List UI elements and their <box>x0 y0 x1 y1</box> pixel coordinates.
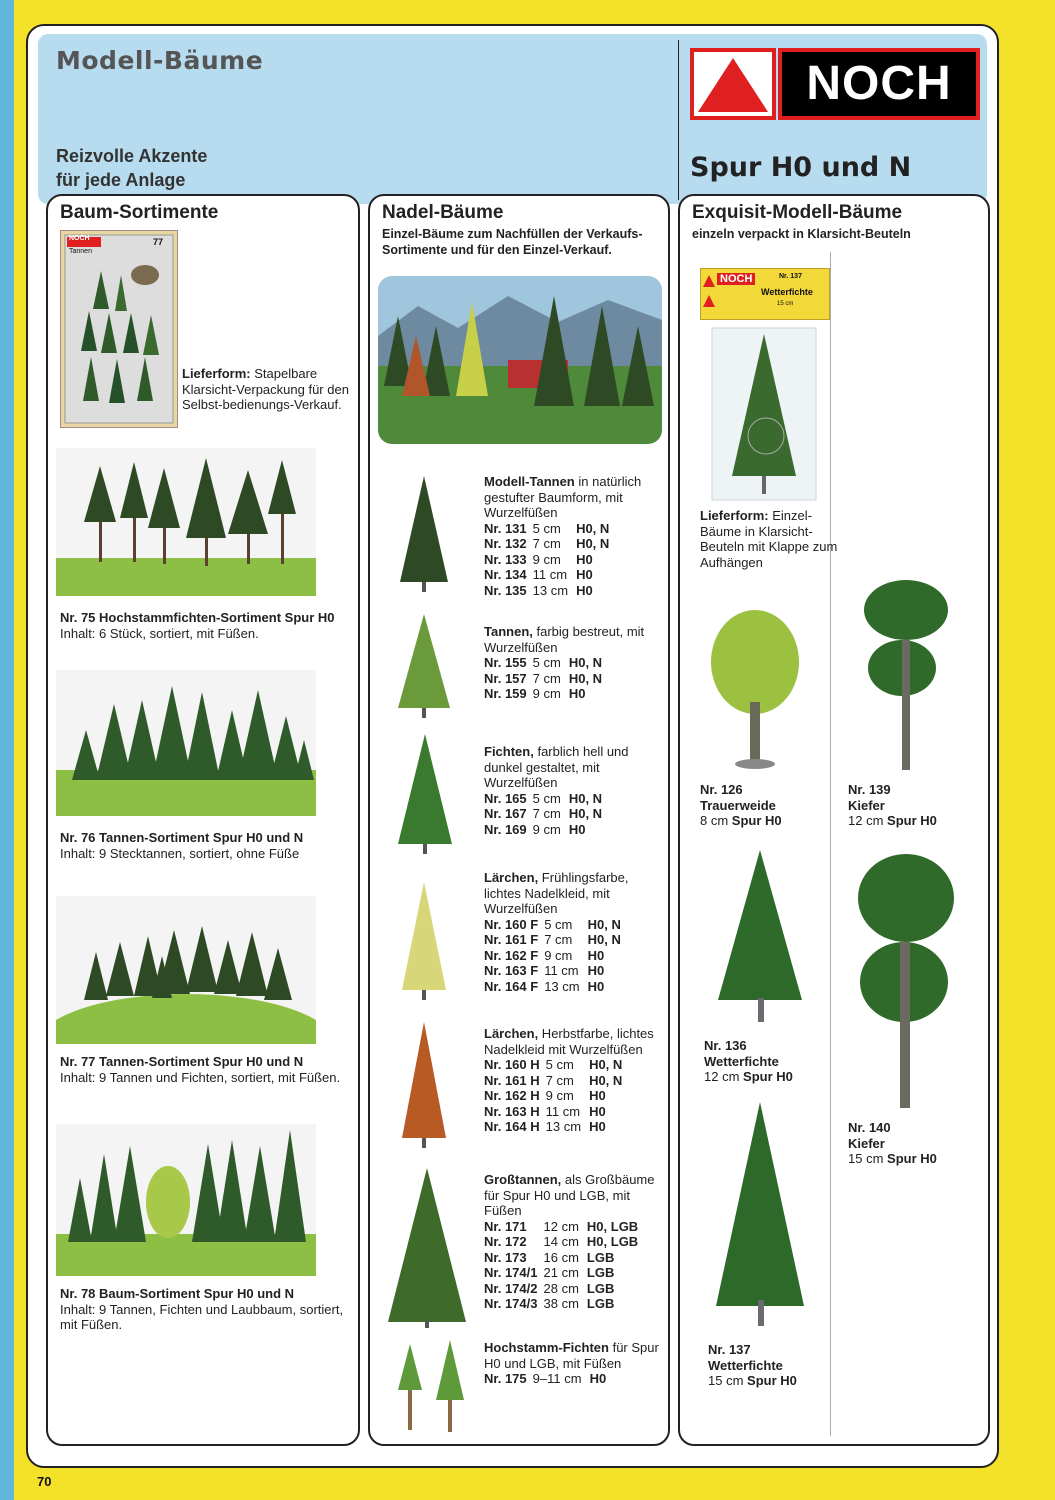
package-brand: NOCH <box>717 273 755 285</box>
package-brand: NOCH <box>69 235 90 242</box>
laerche-fruehling-icon <box>396 880 452 1000</box>
laerche-herbst-icon <box>396 1020 452 1148</box>
table-row: Nr. 174/2 28 cm LGB <box>484 1280 615 1296</box>
table-row: Nr. 164 F 13 cm H0 <box>484 978 605 994</box>
tree-set-photo-76 <box>56 670 316 816</box>
modell-tanne-icon <box>384 474 464 594</box>
product-table <box>484 1219 646 1312</box>
table-row: Nr. 172 14 cm H0, LGB <box>484 1234 639 1249</box>
column-exquisit-modell-baeume <box>678 194 990 1446</box>
table-row: Nr. 175 9–11 cm H0 <box>484 1371 607 1386</box>
tree-126: Nr. 126 Trauerweide 8 cm Spur H0 <box>700 782 782 828</box>
product-table <box>484 655 610 702</box>
fichte-icon <box>392 732 458 856</box>
column-title: Exquisit-Modell-Bäume <box>692 202 903 223</box>
triangle-icon <box>703 273 715 315</box>
trauerweide-illustration <box>700 602 810 774</box>
item-78: Nr. 78 Baum-Sortiment Spur H0 und N Inhalt: 9 Tannen, Fichten und Laubbaum, sortiert, mit Füßen. <box>60 1286 344 1332</box>
package-number: Nr. 137 <box>779 273 802 280</box>
page-header <box>38 34 987 204</box>
triangle-icon <box>690 48 776 120</box>
product-table <box>484 917 629 995</box>
table-row: Nr. 134 11 cm H0 <box>484 567 593 582</box>
grosstanne-icon <box>382 1166 472 1330</box>
kiefer-140-illustration <box>840 842 970 1116</box>
column-subtitle: Einzel-Bäume zum Nachfüllen der Verkaufs-Sortimente und für den Einzel-Verkauf. <box>382 227 643 257</box>
product-table <box>484 1371 614 1387</box>
logo-text: NOCH <box>782 52 976 116</box>
noch-logo <box>690 48 980 120</box>
product-table <box>484 521 617 599</box>
package-size: 15 cm <box>777 301 794 307</box>
table-row: Nr. 132 7 cm H0, N <box>484 536 610 551</box>
table-row: Nr. 157 7 cm H0, N <box>484 670 603 686</box>
table-row: Nr. 164 H 13 cm H0 <box>484 1119 606 1134</box>
spur-heading: Spur H0 und N <box>690 152 912 183</box>
group-laerchen-herbst: Lärchen, Herbstfarbe, lichtes Nadelkleid mit Wurzelfüßen Nr. 160 H 5 cm H0, N Nr. 161 H 7 cm H0, N Nr. 162 H 9 cm H0 Nr. 163 H 11 cm H0 Nr. 164 H 13 cm H0 <box>484 1026 654 1134</box>
group-fichten: Fichten, farblich hell und dunkel gestaltet, mit Wurzelfüßen Nr. 165 5 cm H0, N Nr. 167 7 cm H0, N Nr. 169 9 cm H0 <box>484 744 629 837</box>
table-row: Nr. 133 9 cm H0 <box>484 551 593 567</box>
group-tannen: Tannen, farbig bestreut, mit Wurzelfüßen Nr. 155 5 cm H0, N Nr. 157 7 cm H0, N Nr. 159 9 cm H0 <box>484 624 645 701</box>
group-grosstannen: Großtannen, als Großbäume für Spur H0 und LGB, mit Füßen Nr. 171 12 cm H0, LGB Nr. 172 14 cm H0, LGB Nr. 173 16 cm LGB Nr. 174/1 21 cm LGB Nr. 174/2 28 cm LGB Nr. 174/3 38 cm LGB <box>484 1172 655 1311</box>
catalog-page <box>26 24 999 1468</box>
product-table <box>484 791 610 838</box>
wetterfichte-137-illustration <box>700 1100 820 1332</box>
table-row: Nr. 161 F 7 cm H0, N <box>484 932 621 947</box>
package-name: Wetterfichte <box>761 287 813 297</box>
header-divider <box>678 40 679 200</box>
table-row: Nr. 135 13 cm H0 <box>484 582 593 598</box>
tree-137: Nr. 137 Wetterfichte 15 cm Spur H0 <box>708 1342 797 1388</box>
page-title: Modell-Bäume <box>56 46 264 75</box>
table-row: Nr. 167 7 cm H0, N <box>484 806 603 821</box>
column-baum-sortimente <box>46 194 360 1446</box>
item-76: Nr. 76 Tannen-Sortiment Spur H0 und N Inhalt: 9 Stecktannen, sortiert, ohne Füße <box>60 830 304 861</box>
group-laerchen-fruehling: Lärchen, Frühlingsfarbe, lichtes Nadelkleid, mit Wurzelfüßen Nr. 160 F 5 cm H0, N Nr. 161 F 7 cm H0, N Nr. 162 F 9 cm H0 Nr. 163 F 11 cm H0 Nr. 164 F 13 cm H0 <box>484 870 629 994</box>
tree-set-photo-78 <box>56 1124 316 1276</box>
table-row: Nr. 163 F 11 cm H0 <box>484 963 605 978</box>
table-row: Nr. 174/1 21 cm LGB <box>484 1265 615 1280</box>
table-row: Nr. 161 H 7 cm H0, N <box>484 1072 623 1088</box>
page-subtitle: Reizvolle Akzente für jede Anlage <box>56 146 208 190</box>
table-row: Nr. 159 9 cm H0 <box>484 686 586 701</box>
bagged-tree-illustration <box>706 326 822 502</box>
wetterfichte-136-illustration <box>706 848 816 1028</box>
tree-set-photo-75 <box>56 448 316 596</box>
page-number: 70 <box>37 1474 52 1489</box>
table-row: Nr. 160 H 5 cm H0, N <box>484 1057 623 1072</box>
page-edge-stripe <box>0 0 14 1500</box>
lieferform-text: Lieferform: Stapelbare Klarsicht-Verpackung für den Selbst-bedienungs-Verkauf. <box>182 366 349 412</box>
table-row: Nr. 171 12 cm H0, LGB <box>484 1218 639 1234</box>
column-subtitle: einzeln verpackt in Klarsicht-Beuteln <box>692 227 911 241</box>
tanne-icon <box>388 612 460 720</box>
package-label: Tannen <box>69 248 92 255</box>
table-row: Nr. 163 H 11 cm H0 <box>484 1103 606 1119</box>
product-table <box>484 1057 630 1135</box>
table-row: Nr. 162 H 9 cm H0 <box>484 1088 606 1103</box>
table-row: Nr. 174/3 38 cm LGB <box>484 1296 615 1311</box>
logo-triangle-box <box>690 48 776 120</box>
table-row: Nr. 169 9 cm H0 <box>484 821 586 837</box>
table-row: Nr. 162 F 9 cm H0 <box>484 947 605 963</box>
group-modell-tannen: Modell-Tannen in natürlich gestufter Baumform, mit Wurzelfüßen Nr. 131 5 cm H0, N Nr. 132 7 cm H0, N Nr. 133 9 cm H0 Nr. 134 11 cm H0 Nr. 135 13 cm H0 <box>484 474 642 598</box>
package-photo <box>60 230 178 428</box>
landscape-photo <box>378 276 662 444</box>
table-row: Nr. 160 F 5 cm H0, N <box>484 916 621 932</box>
column-title: Nadel-Bäume <box>382 202 504 223</box>
tree-140: Nr. 140 Kiefer 15 cm Spur H0 <box>848 1120 937 1166</box>
item-75: Nr. 75 Hochstammfichten-Sortiment Spur H0 Inhalt: 6 Stück, sortiert, mit Füßen. <box>60 610 335 641</box>
group-hochstamm-fichten: Hochstamm-Fichten für Spur H0 und LGB, mit Füßen Nr. 175 9–11 cm H0 <box>484 1340 659 1386</box>
column-title: Baum-Sortimente <box>60 202 219 223</box>
item-77: Nr. 77 Tannen-Sortiment Spur H0 und N Inhalt: 9 Tannen und Fichten, sortiert, mit Füßen. <box>60 1054 341 1085</box>
tree-139: Nr. 139 Kiefer 12 cm Spur H0 <box>848 782 937 828</box>
tree-136: Nr. 136 Wetterfichte 12 cm Spur H0 <box>704 1038 793 1084</box>
kiefer-139-illustration <box>846 570 966 780</box>
tree-set-photo-77 <box>56 896 316 1044</box>
column-divider <box>830 252 831 1436</box>
column-nadel-baeume <box>368 194 670 1446</box>
table-row: Nr. 173 16 cm LGB <box>484 1249 615 1265</box>
table-row: Nr. 131 5 cm H0, N <box>484 520 610 536</box>
table-row: Nr. 165 5 cm H0, N <box>484 790 603 806</box>
package-number: 77 <box>153 237 164 247</box>
lieferform-text: Lieferform: Einzel-Bäume in Klarsicht-Beuteln mit Klappe zum Aufhängen <box>700 508 838 570</box>
package-card <box>700 268 830 320</box>
hochstamm-fichte-icon <box>384 1340 474 1436</box>
table-row: Nr. 155 5 cm H0, N <box>484 655 603 670</box>
